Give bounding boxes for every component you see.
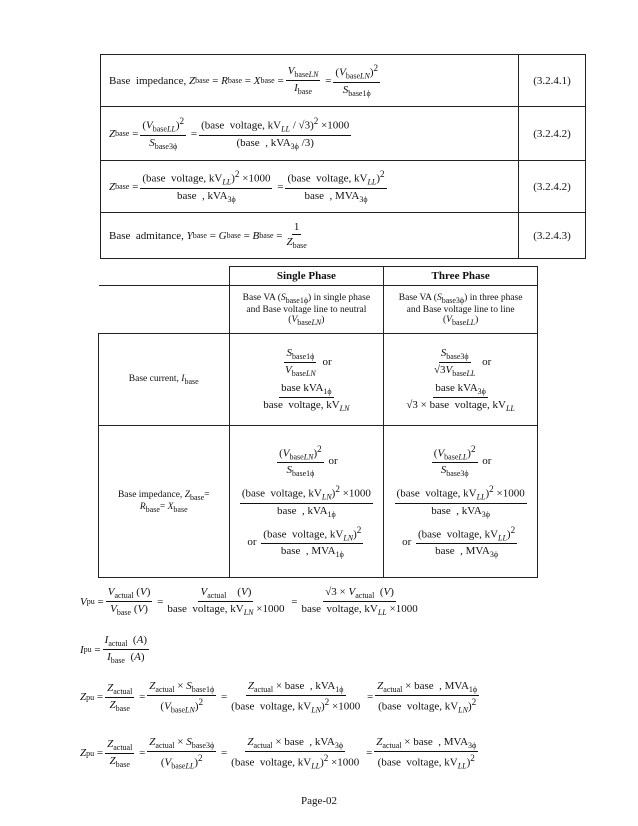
three-phase-base-impedance: $\frac{(V_{baseLL})^2}{S_{base3\phi}}$ or $\frac{(base voltage, kV_{LL})^2 \times 1000}{base , kVA_{3\phi}}$ or $\frac{(base voltage, kV_{LL})^2}{base , MVA_{3\phi}}$ — [384, 426, 538, 578]
single-phase-base-current: $\frac{S_{base1\phi}}{V_{baseLN}}$ or $\frac{base kVA_{1\phi}}{base voltage, kV_{LN}}$ — [229, 334, 384, 426]
eq-per-unit-current: I pu = $\frac{I_{actual} (A)}{I_{base} (A)}$ — [80, 634, 147, 665]
row-base-current-label: Base current, $I_{base}$ — [99, 334, 230, 426]
three-phase-base-desc: Base VA $(S_{base3\phi})$ in three phase and Base voltage line to line $(V_{baseLL})$ — [384, 286, 538, 334]
eq-base-impedance-3ph: Z base = $\frac{(V_{baseLL})^2}{S_{base3\phi}}$ = $\frac{(base voltage, kV_{LL} / √3)^2 \times 1000}{(base , kVA_{3\phi} /3)}$ — [101, 107, 519, 161]
eq-base-impedance-kva: Z base = $\frac{(base voltage, kV_{LL})^2 \times 1000}{base , kVA_{3\phi}}$ = $\frac{(base voltage, kV_{LL})^2}{base , MVA_{3\phi}}$ — [101, 161, 519, 213]
eq-base-impedance: Base impedance, Z base = R base = X base = $\frac{V_{baseLN}}{I_{base}}$ = $\frac{(V_{baseLN})^2}{S_{base1\phi}}$ — [101, 55, 519, 107]
page-number: Page-02 — [300, 795, 338, 807]
eq-number: (3.2.4.3) — [519, 213, 586, 259]
eq-per-unit-voltage: V pu = $\frac{V_{actual} (V)}{V_{base} (V)}$ = $\frac{V_{actual} (V)}{base voltage, kV_{LN} \times 1000}$ = $\frac{√3 \times V_{actual} (V)}{base voltage, kV_{LL} \times 1000}$ — [80, 586, 418, 617]
eq-per-unit-impedance-1ph: Z pu = $\frac{Z_{actual}}{Z_{base}}$ = $\frac{Z_{actual} \times S_{base1\phi}}{(V_{baseLN})^2}$ = $\frac{Z_{actual} \times base , kVA_{1\phi}}{(base voltage, kV_{LN})^2 \times 1000}$ = $\frac{Z_{actual} \times base , MVA_{1\phi}}{(base voltage, kV_{LN})^2}$ — [80, 680, 478, 715]
eq-base-admittance: Base admitance, Y base = G base = B base = $\frac{1}{Z_{base}}$ — [101, 213, 519, 259]
eq-number: (3.2.4.2) — [519, 107, 586, 161]
single-phase-base-impedance: $\frac{(V_{baseLN})^2}{S_{base1\phi}}$ or $\frac{(base voltage, kV_{LN})^2 \times 1000}{base , kVA_{1\phi}}$ or $\frac{(base voltage, kV_{LN})^2}{base , MVA_{1\phi}}$ — [229, 426, 384, 578]
phase-comparison-table — [98, 266, 538, 578]
three-phase-base-current: $\frac{S_{base3\phi}}{√3V_{baseLL}}$ or $\frac{base kVA_{3\phi}}{√3 \times base voltage, kV_{LL}}$ — [384, 334, 538, 426]
base-quantity-equations — [100, 54, 586, 259]
header-three-phase: Three Phase — [384, 267, 538, 286]
single-phase-base-desc: Base VA $(S_{base1\phi})$ in single phase and Base voltage line to neutral $(V_{baseLN})$ — [229, 286, 384, 334]
row-base-impedance-label: Base impedance, $Z_{base}=$ $R_{base}= X_{base}$ — [99, 426, 230, 578]
eq-number: (3.2.4.1) — [519, 55, 586, 107]
header-single-phase: Single Phase — [229, 267, 384, 286]
eq-per-unit-impedance-3ph: Z pu = $\frac{Z_{actual}}{Z_{base}}$ = $\frac{Z_{actual} \times S_{base3\phi}}{(V_{baseLL})^2}$ = $\frac{Z_{actual} \times base , kVA_{3\phi}}{(base voltage, kV_{LL})^2 \times 1000}$ = $\frac{Z_{actual} \times base , MVA_{3\phi}}{(base voltage, kV_{LL})^2}$ — [80, 736, 477, 771]
eq-number: (3.2.4.2) — [519, 161, 586, 213]
